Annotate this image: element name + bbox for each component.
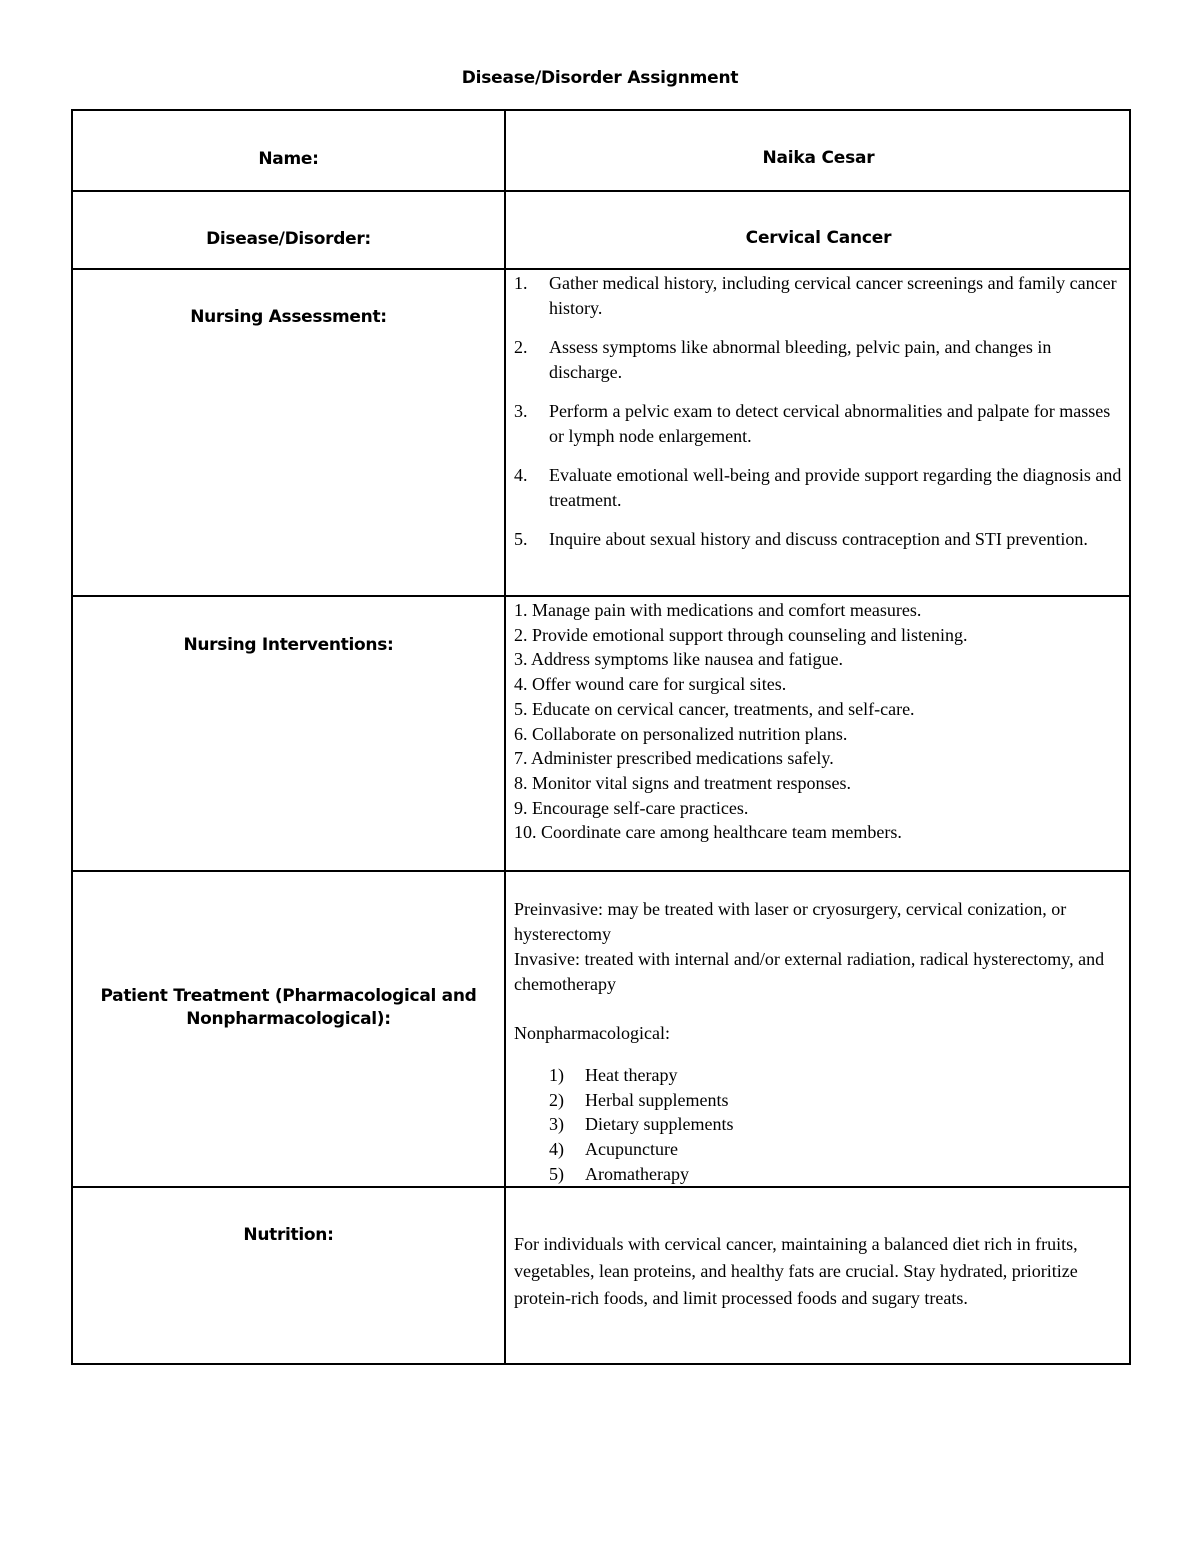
nonpharm-item: 3) Dietary supplements: [549, 1114, 734, 1135]
intervention-item: 6. Collaborate on personalized nutrition plans.: [514, 723, 848, 744]
assessment-list: [514, 271, 1124, 566]
assessment-item: 3. Perform a pelvic exam to detect cervical abnormalities and palpate for masses or lymph node enlargement.: [514, 401, 1111, 446]
intervention-item: 5. Educate on cervical cancer, treatments, and self-care.: [514, 698, 915, 719]
nonpharm-item: 4) Acupuncture: [549, 1139, 678, 1160]
column-divider: [504, 111, 506, 1363]
interventions-label: Nursing Interventions:: [183, 635, 394, 655]
assessment-item: 4. Evaluate emotional well-being and provide support regarding the diagnosis and treatment.: [514, 465, 1122, 510]
nonpharm-item: 2) Herbal supplements: [549, 1089, 729, 1110]
nonpharm-item: 5) Aromatherapy: [549, 1163, 689, 1184]
assessment-item: 5. Inquire about sexual history and discuss contraception and STI prevention.: [514, 529, 1088, 549]
assignment-table: [71, 109, 1131, 1365]
name-label: Name:: [258, 149, 319, 169]
disease-value: Cervical Cancer: [745, 228, 892, 248]
intervention-item: 3. Address symptoms like nausea and fatigue.: [514, 649, 843, 670]
treatment-invasive: Invasive: treated with internal and/or external radiation, radical hysterectomy, and chemotherapy: [514, 949, 1105, 994]
nonpharm-item: 1) Heat therapy: [549, 1065, 678, 1085]
intervention-item: 9. Encourage self-care practices.: [514, 797, 749, 818]
interventions-list: [514, 598, 1124, 845]
row-divider: [73, 190, 1129, 192]
intervention-item: 10. Coordinate care among healthcare team members.: [514, 822, 902, 843]
nonpharm-heading: Nonpharmacological:: [514, 1023, 670, 1043]
name-value: Naika Cesar: [762, 148, 875, 168]
document-title: Disease/Disorder Assignment: [461, 68, 739, 88]
assessment-item: 2. Assess symptoms like abnormal bleeding, pelvic pain, and changes in discharge.: [514, 337, 1052, 382]
assessment-item: 1. Gather medical history, including cervical cancer screenings and family cancer history.: [514, 273, 1117, 318]
intervention-item: 8. Monitor vital signs and treatment responses.: [514, 772, 851, 793]
intervention-item: 7. Administer prescribed medications safely.: [514, 748, 834, 769]
disease-label: Disease/Disorder:: [206, 229, 371, 249]
treatment-preinvasive: Preinvasive: may be treated with laser or cryosurgery, cervical conization, or hysterectomy: [514, 899, 1067, 944]
treatment-content: [514, 897, 1124, 1187]
nutrition-text: For individuals with cervical cancer, maintaining a balanced diet rich in fruits, vegetables, lean proteins, and healthy fats are crucial. Stay hydrated, prioritize protein-rich foods, and limit processed foods and sugary treats.: [514, 1234, 1078, 1308]
row-divider: [73, 870, 1129, 872]
row-divider: [73, 268, 1129, 270]
intervention-item: 1. Manage pain with medications and comfort measures.: [514, 600, 922, 620]
treatment-label: Patient Treatment (Pharmacological and Nonpharmacological):: [100, 986, 477, 1029]
assessment-label: Nursing Assessment:: [190, 307, 387, 327]
row-divider: [73, 595, 1129, 597]
nutrition-label: Nutrition:: [243, 1225, 334, 1245]
nonpharm-list: [514, 1063, 1124, 1187]
intervention-item: 2. Provide emotional support through counseling and listening.: [514, 624, 968, 645]
intervention-item: 4. Offer wound care for surgical sites.: [514, 674, 787, 695]
